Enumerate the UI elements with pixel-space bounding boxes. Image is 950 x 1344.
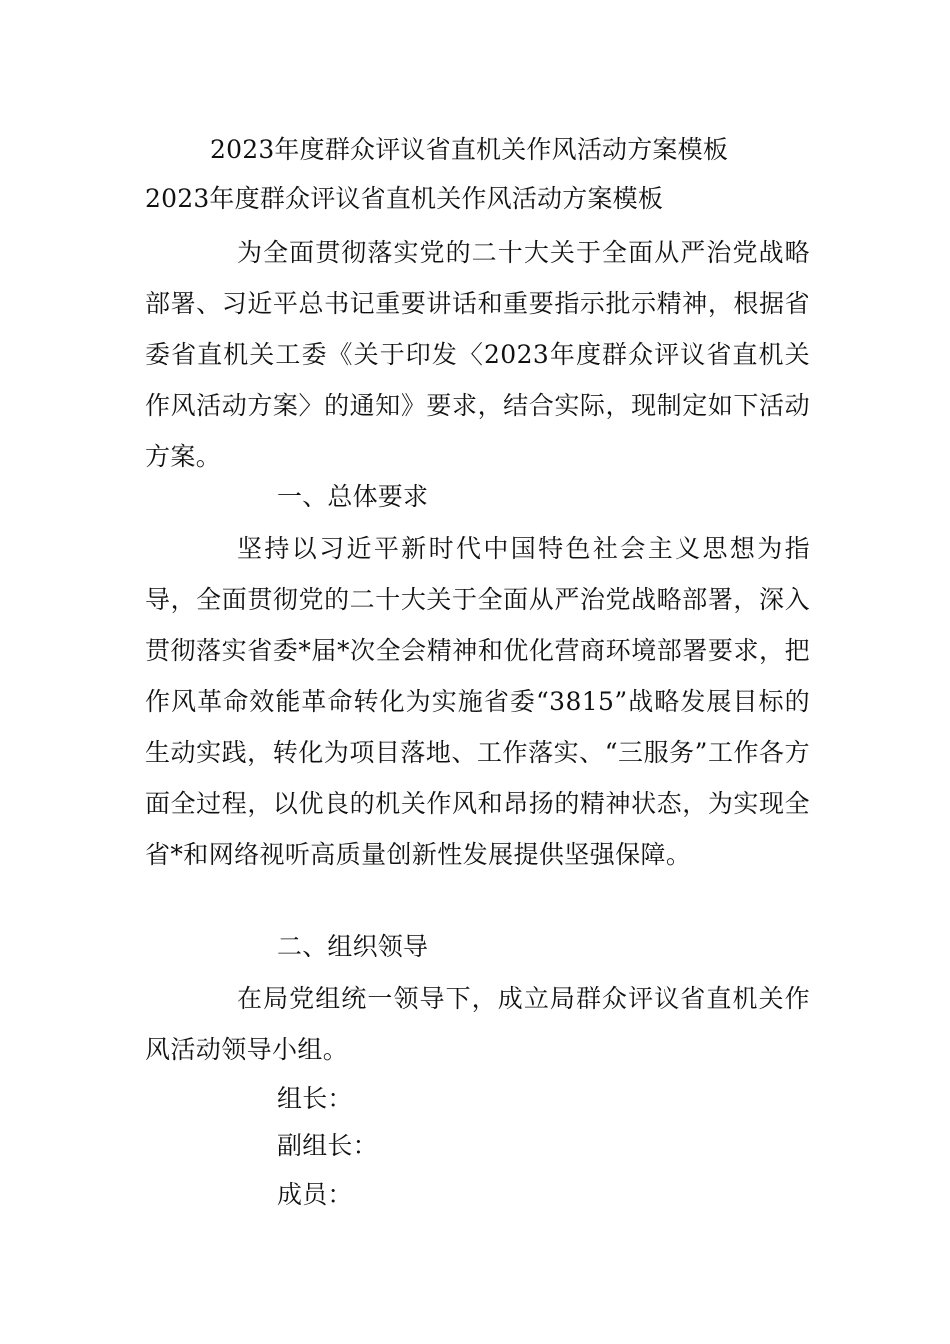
members-label: 成员： (277, 1180, 353, 1209)
deputy-leader-label: 副组长： (277, 1131, 378, 1160)
section-heading-general-requirements: 一、总体要求 (277, 482, 429, 511)
organization-paragraph: 在局党组统一领导下，成立局群众评议省直机关作风活动领导小组。 (145, 984, 810, 1064)
leader-label: 组长： (277, 1084, 353, 1113)
document-subtitle: 2023年度群众评议省直机关作风活动方案模板 (145, 184, 664, 213)
general-requirements-paragraph: 坚持以习近平新时代中国特色社会主义思想为指导，全面贯彻党的二十大关于全面从严治党战略部署，深入贯彻落实省委*届*次全会精神和优化营商环境部署要求，把作风革命效能革命转化为实施省委“3815”战略发展目标的生动实践，转化为项目落地、工作落实、“三服务”工作各方面全过程，以优良的机关作风和昂扬的精神状态，为实现全省*和网络视听高质量创新性发展提供坚强保障。 (145, 534, 810, 869)
intro-paragraph: 为全面贯彻落实党的二十大关于全面从严治党战略部署、习近平总书记重要讲话和重要指示批示精神，根据省委省直机关工委《关于印发〈2023年度群众评议省直机关作风活动方案〉的通知》要求，结合实际，现制定如下活动方案。 (145, 238, 810, 471)
section-heading-organization: 二、组织领导 (277, 932, 429, 961)
document-title: 2023年度群众评议省直机关作风活动方案模板 (210, 135, 729, 164)
